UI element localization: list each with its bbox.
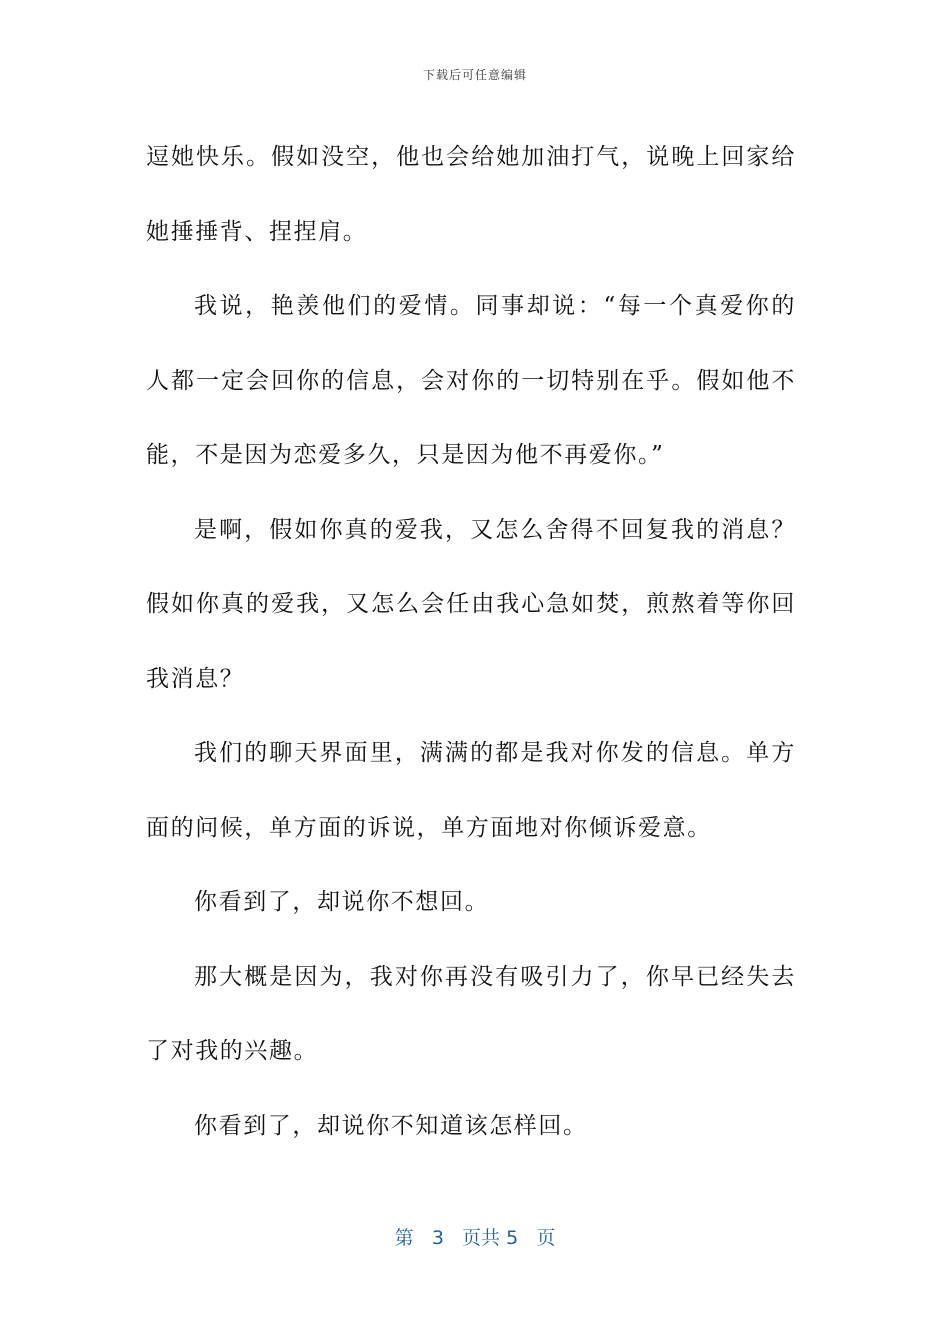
footer-middle: 页共	[462, 1227, 501, 1249]
paragraph-5: 你看到了，却说你不想回。	[194, 889, 490, 915]
page-footer	[0, 1223, 950, 1250]
paragraph-1: 逗她快乐。假如没空，他也会给她加油打气，说晚上回家给她捶捶背、捏捏肩。	[146, 144, 796, 245]
footer-suffix: 页	[536, 1227, 556, 1249]
footer-current-page: 3	[431, 1227, 444, 1249]
paragraph-3: 是啊，假如你真的爱我，又怎么舍得不回复我的消息？假如你真的爱我，又怎么会任由我心急如焚，煎熬着等你回我消息？	[146, 516, 796, 692]
paragraph-6: 那大概是因为，我对你再没有吸引力了，你早已经失去了对我的兴趣。	[146, 963, 796, 1064]
page-header: 下载后可任意编辑	[422, 68, 527, 82]
footer-prefix: 第	[394, 1227, 414, 1249]
paragraph-7: 你看到了，却说你不知道该怎样回。	[194, 1112, 588, 1139]
footer-total-pages: 5	[506, 1227, 519, 1249]
paragraph-2: 我说，艳羡他们的爱情。同事却说：“每一个真爱你的人都一定会回你的信息，会对你的一切特别在乎。假如他不能，不是因为恋爱多久，只是因为他不再爱你。”	[146, 293, 796, 468]
paragraph-4: 我们的聊天界面里，满满的都是我对你发的信息。单方面的问候，单方面的诉说，单方面地对你倾诉爱意。	[146, 740, 796, 841]
document-body	[146, 120, 796, 1163]
